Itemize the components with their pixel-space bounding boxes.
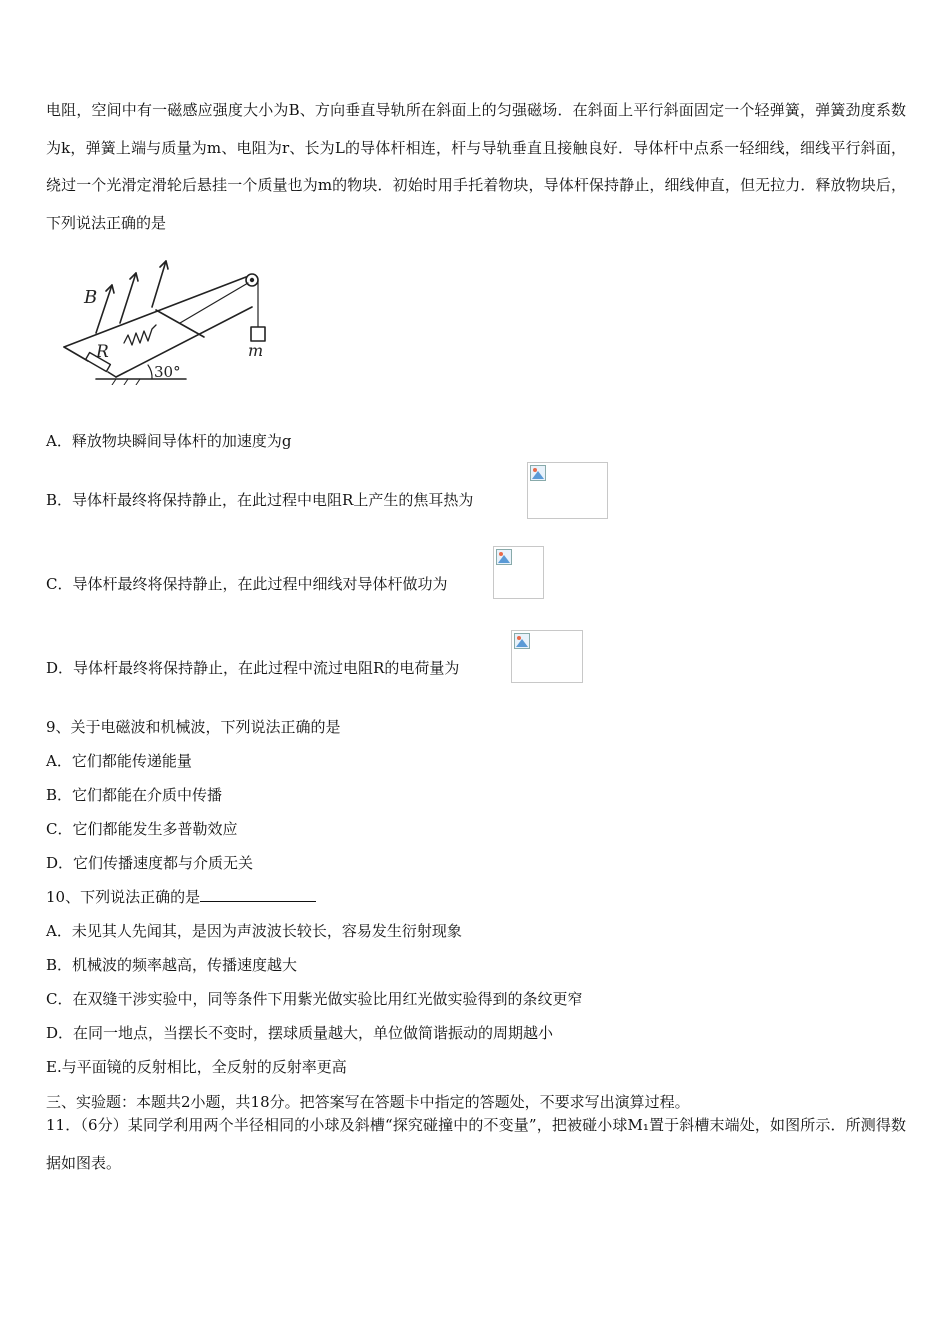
answer-blank xyxy=(200,887,316,902)
q10-option-d: D．在同一地点，当摆长不变时，摆球质量越大，单位做简谐振动的周期越小 xyxy=(46,1024,554,1042)
q10-option-c: C．在双缝干涉实验中，同等条件下用紫光做实验比用红光做实验得到的条纹更窄 xyxy=(46,990,583,1008)
q9-option-d: D．它们传播速度都与介质无关 xyxy=(46,854,254,872)
q9-option-a: A．它们都能传递能量 xyxy=(46,752,192,770)
broken-image-icon xyxy=(496,549,512,565)
label-R: R xyxy=(96,342,109,362)
question-10-stem: 10、下列说法正确的是 xyxy=(46,888,201,906)
angle-arc xyxy=(148,365,152,379)
spring xyxy=(124,325,156,345)
question-11-stem: 11．（6分）某同学利用两个半径相同的小球及斜槽“探究碰撞中的不变量”，把被碰小球M₁置于斜槽末端处，如图所示．所测得数据如图表。 xyxy=(46,1116,906,1172)
q10-option-e: E.与平面镜的反射相比，全反射的反射率更高 xyxy=(46,1058,347,1076)
q9-option-c: C．它们都能发生多普勒效应 xyxy=(46,820,238,838)
q10-option-a: A．未见其人先闻其，是因为声波波长较长，容易发生衍射现象 xyxy=(46,922,462,940)
hanging-mass xyxy=(251,327,265,341)
q8-option-a: A．释放物块瞬间导体杆的加速度为g xyxy=(46,432,292,450)
label-angle: 30° xyxy=(154,363,181,381)
q8-option-d: D．导体杆最终将保持静止，在此过程中流过电阻R的电荷量为 xyxy=(46,659,460,677)
q8-option-b-formula-image xyxy=(527,462,608,519)
label-B: B xyxy=(84,287,98,308)
q8-option-d-formula-image xyxy=(511,630,583,683)
question-8-stem: 电阻，空间中有一磁感应强度大小为B、方向垂直导轨所在斜面上的匀强磁场．在斜面上平行斜面固定一个轻弹簧，弹簧劲度系数为k，弹簧上端与质量为m、电阻为r、长为L的导体杆相连，杆与导轨垂直且接触良好．导体杆中点系一轻细线，细线平行斜面，绕过一个光滑定滑轮后悬挂一个质量也为m的物块．初始时用手托着物块，导体杆保持静止，细线伸直，但无拉力．释放物块后，下列说法正确的是 xyxy=(46,101,906,232)
section-3-heading: 三、实验题：本题共2小题，共18分。把答案写在答题卡中指定的答题处，不要求写出演算过程。 xyxy=(46,1093,690,1111)
field-arrow-1 xyxy=(96,285,112,333)
question-9-stem: 9、关于电磁波和机械波，下列说法正确的是 xyxy=(46,718,341,736)
field-arrow-2 xyxy=(120,273,136,323)
field-arrow-3 xyxy=(152,261,166,307)
broken-image-icon xyxy=(530,465,546,481)
q8-option-c-formula-image xyxy=(493,546,544,599)
q9-option-b: B．它们都能在介质中传播 xyxy=(46,786,223,804)
q8-option-b: B．导体杆最终将保持静止，在此过程中电阻R上产生的焦耳热为 xyxy=(46,491,474,509)
label-m: m xyxy=(248,341,264,360)
q10-option-b: B．机械波的频率越高，传播速度越大 xyxy=(46,956,298,974)
incline-circuit-figure xyxy=(56,255,276,385)
lower-rail xyxy=(116,307,252,377)
broken-image-icon xyxy=(514,633,530,649)
question-10-stem-line xyxy=(46,887,316,907)
q8-option-c: C．导体杆最终将保持静止，在此过程中细线对导体杆做功为 xyxy=(46,575,448,593)
